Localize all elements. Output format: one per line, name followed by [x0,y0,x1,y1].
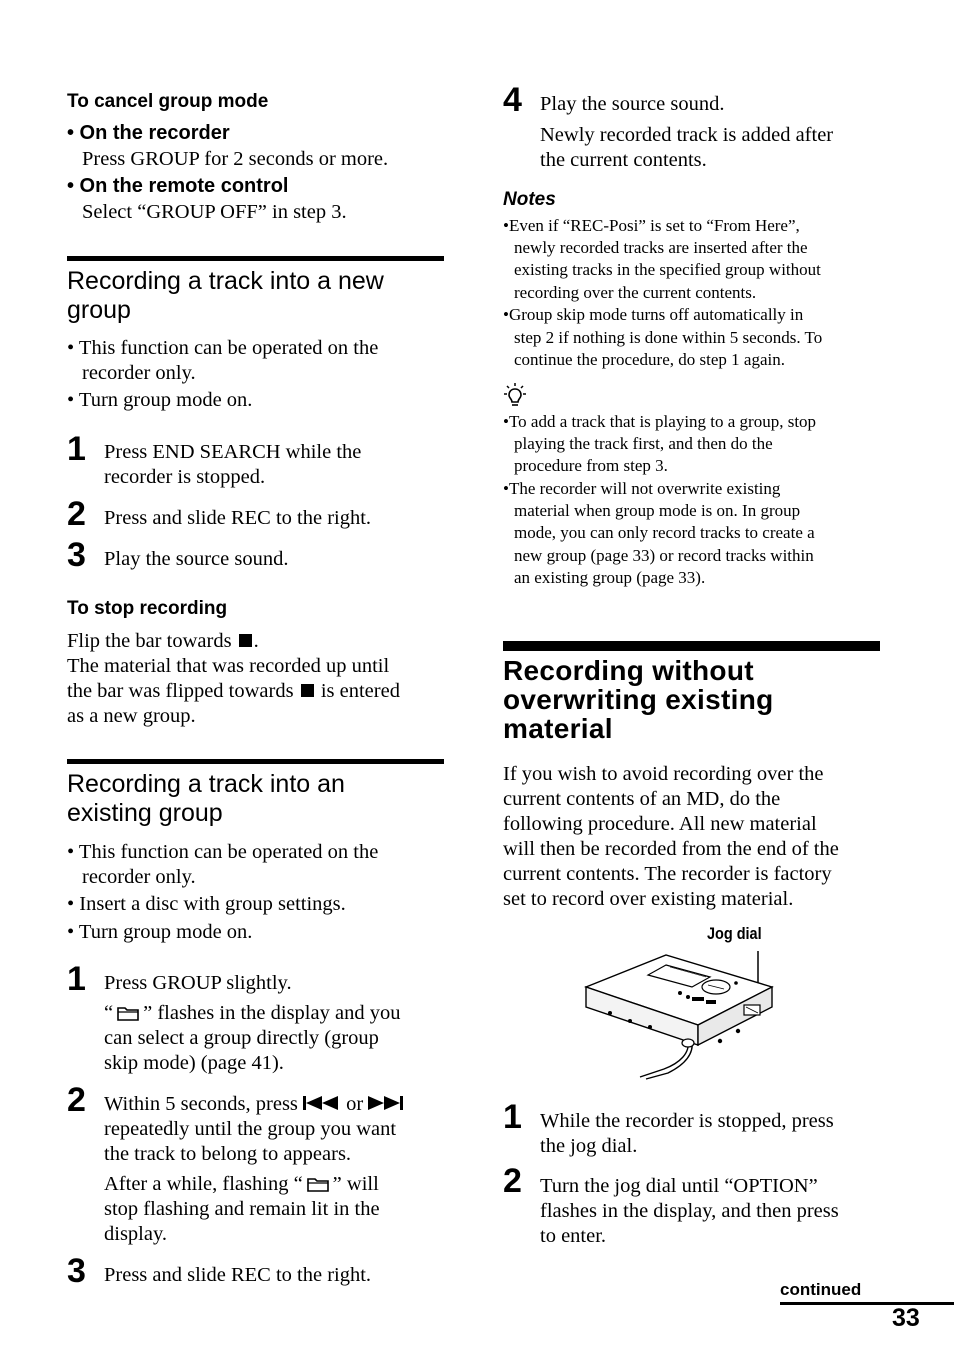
stop-square-icon [239,634,252,647]
text-segment: ” flashes in the display and you [143,1002,401,1024]
step-text: Press GROUP slightly. [104,972,292,994]
step-number: 3 [67,1252,86,1290]
step-text: Press and slide REC to the right. [104,507,372,529]
section-title-new-group-line2: group [67,296,131,324]
section-title-line: material [503,713,613,744]
step-text: the track to belong to appears. [104,1143,352,1165]
section-title-existing-group-line1: Recording a track into an [67,770,345,798]
cancel-item-recorder-text: Press GROUP for 2 seconds or more. [82,148,389,170]
step-text: the jog dial. [540,1135,638,1157]
bullet-text: • This function can be operated on the [67,337,379,359]
stop-text-line4: as a new group. [67,705,196,727]
text-segment: or [341,1093,369,1115]
text-segment: After a while, flashing “ [104,1173,303,1195]
tip-text: mode, you can only record tracks to create a [514,523,815,542]
intro-text: current contents of an MD, do the [503,788,781,810]
step-text [104,1001,400,1026]
stop-text-line2: The material that was recorded up until [67,655,390,677]
step-text: Press END SEARCH while the [104,441,362,463]
tip-text: new group (page 33) or record tracks within [514,546,814,565]
intro-text: current contents. The recorder is factory [503,863,832,885]
step-number: 1 [67,960,86,998]
step-text: recorder is stopped. [104,466,266,488]
section-rule [67,256,444,261]
folder-icon [307,1176,329,1192]
hint-bulb-icon [504,383,526,409]
tip-text: •The recorder will not overwrite existing [503,479,781,498]
step-text: stop flashing and remain lit in the [104,1198,380,1220]
step-text: Play the source sound. [104,548,289,570]
step-text: skip mode) (page 41). [104,1052,284,1074]
text-segment: “ [104,1002,114,1024]
tip-text: •To add a track that is playing to a group, stop [503,412,817,431]
section-title-line: Recording without [503,655,754,686]
notes-heading: Notes [503,189,556,210]
step-number: 1 [503,1098,522,1136]
bullet-text: recorder only. [82,362,196,384]
cancel-item-remote-text: Select “GROUP OFF” in step 3. [82,201,347,223]
stop-text-line3 [67,679,400,704]
step-text: display. [104,1223,168,1245]
bullet-text: • This function can be operated on the [67,841,379,863]
note-text: continue the procedure, do step 1 again. [514,350,785,369]
page-number: 33 [892,1304,920,1332]
text-segment: Flip the bar towards [67,630,237,652]
continued-label: continued [780,1280,862,1299]
step-text: repeatedly until the group you want [104,1118,397,1140]
intro-text: following procedure. All new material [503,813,817,835]
step-text [104,1092,406,1117]
stop-text-line1 [67,629,259,654]
step-text [104,1172,379,1197]
step-number: 2 [67,1081,86,1119]
step-number: 1 [67,430,86,468]
cancel-item-recorder-label: • On the recorder [67,122,230,144]
section-title-new-group-line1: Recording a track into a new [67,267,384,295]
text-segment: . [253,630,259,652]
stop-square-icon [301,684,314,697]
step-text: can select a group directly (group [104,1027,379,1049]
note-text: existing tracks in the specified group without [514,260,821,279]
tip-text: material when group mode is on. In group [514,501,801,520]
intro-text: If you wish to avoid recording over the [503,763,824,785]
note-text: newly recorded tracks are inserted after the [514,238,808,257]
tip-text: procedure from step 3. [514,456,668,475]
bullet-text: • Insert a disc with group settings. [67,893,346,915]
section-rule [503,641,880,651]
text-segment: is entered [315,680,400,702]
step-number: 3 [67,536,86,574]
bullet-text: recorder only. [82,866,196,888]
stop-recording-heading: To stop recording [67,598,228,619]
previous-track-icon [303,1095,341,1111]
text-segment: Within 5 seconds, press [104,1093,304,1115]
intro-text: set to record over existing material. [503,888,794,910]
note-text: •Even if “REC-Posi” is set to “From Here”, [503,216,800,235]
next-track-icon [368,1095,406,1111]
step-text: Press and slide REC to the right. [104,1264,372,1286]
note-text: step 2 if nothing is done within 5 seconds. To [514,328,823,347]
tip-text: an existing group (page 33). [514,568,706,587]
step-text: flashes in the display, and then press [540,1200,839,1222]
cancel-group-heading: To cancel group mode [67,91,269,112]
section-rule [67,759,444,764]
bullet-text: • Turn group mode on. [67,389,253,411]
bullet-text: • Turn group mode on. [67,921,253,943]
step-text: the current contents. [540,149,707,171]
step-text: to enter. [540,1225,607,1247]
intro-text: will then be recorded from the end of the [503,838,839,860]
footer-rule [780,1302,954,1305]
step-number: 4 [503,81,522,119]
folder-icon [117,1005,139,1021]
step-text: While the recorder is stopped, press [540,1110,834,1132]
figure-label-jog-dial: Jog dial [707,924,762,943]
text-segment: the bar was flipped towards [67,680,299,702]
step-number: 2 [503,1162,522,1200]
step-text: Newly recorded track is added after [540,124,834,146]
step-text: Play the source sound. [540,93,725,115]
note-text: recording over the current contents. [514,283,757,302]
section-title-line: overwriting existing [503,684,774,715]
section-title-existing-group-line2: existing group [67,799,223,827]
step-text: Turn the jog dial until “OPTION” [540,1175,818,1197]
step-number: 2 [67,495,86,533]
cancel-item-remote-label: • On the remote control [67,175,289,197]
note-text: •Group skip mode turns off automatically in [503,305,804,324]
text-segment: ” will [332,1173,379,1195]
md-recorder-illustration [580,945,785,1080]
tip-text: playing the track first, and then do the [514,434,773,453]
